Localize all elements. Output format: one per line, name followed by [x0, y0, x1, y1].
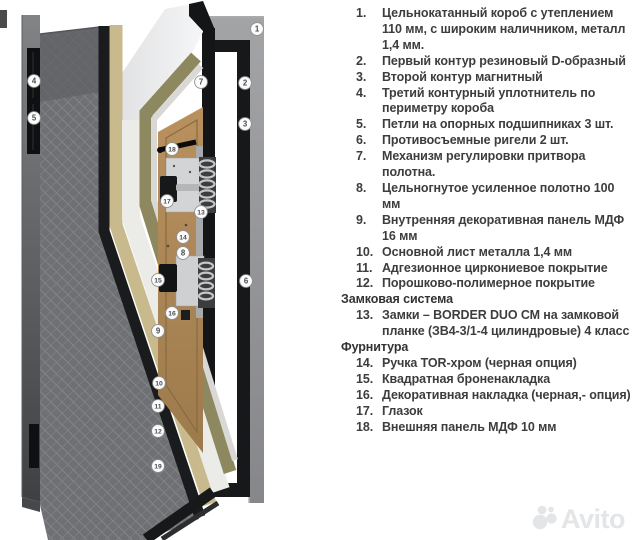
callout-7 [195, 76, 208, 89]
spec-item [356, 149, 633, 181]
spec-item-number: 8. [356, 180, 367, 195]
spec-item-text: Порошково-полимерное покрытие [382, 276, 595, 291]
spec-list [341, 6, 633, 435]
spec-item-number: 4. [356, 85, 367, 100]
callout-18 [166, 143, 179, 156]
spec-item [356, 404, 633, 420]
spec-item-text: Механизм регулировки притвора полотна. [382, 149, 586, 180]
avito-watermark [527, 502, 625, 536]
spec-item [356, 308, 633, 340]
hinge-icon [29, 424, 39, 468]
svg-text:17: 17 [163, 198, 171, 206]
callout-3 [239, 118, 252, 131]
spec-item [356, 213, 633, 245]
spec-item [356, 261, 633, 277]
svg-text:2: 2 [242, 78, 248, 88]
spec-item-text: Внешняя панель МДФ 10 мм [382, 419, 557, 434]
svg-text:3: 3 [242, 119, 248, 129]
spec-item-number: 11. [356, 260, 373, 275]
spec-item-text: Цельнокатанный короб с утеплением 110 мм, с широким наличником, металл 1,4 мм. [382, 6, 626, 52]
spec-item-number: 18. [356, 419, 374, 434]
spec-item-number: 6. [356, 133, 367, 148]
spec-item-text: Противосъемные ригели 2 шт. [382, 133, 569, 148]
decor-escutcheon [181, 310, 190, 320]
spec-item-number: 2. [356, 53, 367, 68]
spec-item-number: 9. [356, 212, 367, 227]
spec-item-number: 3. [356, 69, 367, 84]
spec-item-text: Цельногнутое усиленное полотно 100 мм [382, 180, 615, 211]
spec-item [356, 70, 633, 86]
spec-item-text: Ручка TOR-хром (черная опция) [382, 355, 577, 370]
svg-text:10: 10 [155, 380, 163, 388]
svg-text:14: 14 [179, 234, 187, 242]
spec-item-number: 7. [356, 149, 367, 164]
spec-item-text: Петли на опорных подшипниках 3 шт. [382, 117, 614, 132]
svg-text:12: 12 [154, 428, 162, 436]
callout-2 [239, 77, 252, 90]
spec-item [356, 245, 633, 261]
callout-14 [177, 231, 190, 244]
spec-item-number: 12. [356, 276, 374, 291]
handle-lever [176, 184, 200, 191]
watermark-text: Avito [561, 504, 625, 534]
spec-item-text: Третий контурный уплотнитель по периметру короба [382, 85, 596, 116]
spec-item-number: 13. [356, 308, 374, 323]
svg-text:5: 5 [31, 113, 37, 123]
spec-item [356, 117, 633, 133]
spec-item-text: Глазок [382, 403, 423, 418]
callout-11 [152, 400, 165, 413]
callout-10 [153, 377, 166, 390]
callout-6 [240, 275, 253, 288]
spec-item-text: Декоративная накладка (черная,- опция) [382, 387, 631, 402]
callout-1 [251, 23, 264, 36]
spec-item-text: Адгезионное циркониевое покрытие [382, 260, 608, 275]
spec-item-number: 14. [356, 355, 374, 370]
svg-text:7: 7 [198, 77, 204, 87]
svg-text:11: 11 [154, 403, 162, 411]
svg-text:16: 16 [168, 310, 176, 318]
spec-item [356, 276, 633, 292]
svg-text:1: 1 [254, 24, 260, 34]
spec-item-text: Второй контур магнитный [382, 69, 543, 84]
callout-17 [161, 195, 174, 208]
spec-item-text: Основной лист металла 1,4 мм [382, 244, 573, 259]
spec-item [356, 372, 633, 388]
callout-9 [152, 325, 165, 338]
svg-text:19: 19 [154, 463, 162, 471]
avito-logo-icon [527, 502, 559, 536]
spec-item [356, 420, 633, 436]
spec-item-text: Внутренняя декоративная панель МДФ 16 мм [382, 212, 625, 243]
callout-8 [177, 247, 190, 260]
spec-item [356, 133, 633, 149]
spec-item-number: 1. [356, 6, 367, 20]
svg-text:6: 6 [243, 276, 249, 286]
spec-item [356, 54, 633, 70]
spec-item-number: 16. [356, 387, 374, 402]
callout-12 [152, 425, 165, 438]
callout-15 [152, 274, 165, 287]
spec-item [356, 181, 633, 213]
callout-16 [166, 307, 179, 320]
spec-item [356, 86, 633, 118]
spec-item-number: 5. [356, 117, 367, 132]
svg-text:9: 9 [155, 326, 161, 336]
spec-item [356, 356, 633, 372]
image-edge-artifact [0, 10, 7, 28]
callout-19 [152, 460, 165, 473]
svg-text:18: 18 [168, 146, 176, 154]
svg-text:8: 8 [180, 248, 186, 258]
svg-text:13: 13 [197, 209, 205, 217]
callout-13 [195, 206, 208, 219]
spec-item-text: Первый контур резиновый D-образный [382, 53, 626, 68]
spec-item-number: 17. [356, 403, 374, 418]
spec-item-text: Замки – BORDER DUO СМ на замковой планке (ЗВ4-3/1-4 цилиндровые) 4 класс [382, 308, 630, 339]
spec-item [356, 6, 633, 54]
spec-item-number: 15. [356, 371, 374, 386]
spec-item-number: 10. [356, 244, 374, 259]
spec-section-header: Замковая система [341, 292, 453, 307]
svg-text:4: 4 [31, 76, 37, 86]
callout-4 [28, 75, 41, 88]
svg-text:15: 15 [154, 277, 162, 285]
callout-5 [28, 112, 41, 125]
spec-item [356, 388, 633, 404]
spec-item-text: Квадратная броненакладка [382, 371, 551, 386]
spec-section-header: Фурнитура [341, 340, 409, 355]
